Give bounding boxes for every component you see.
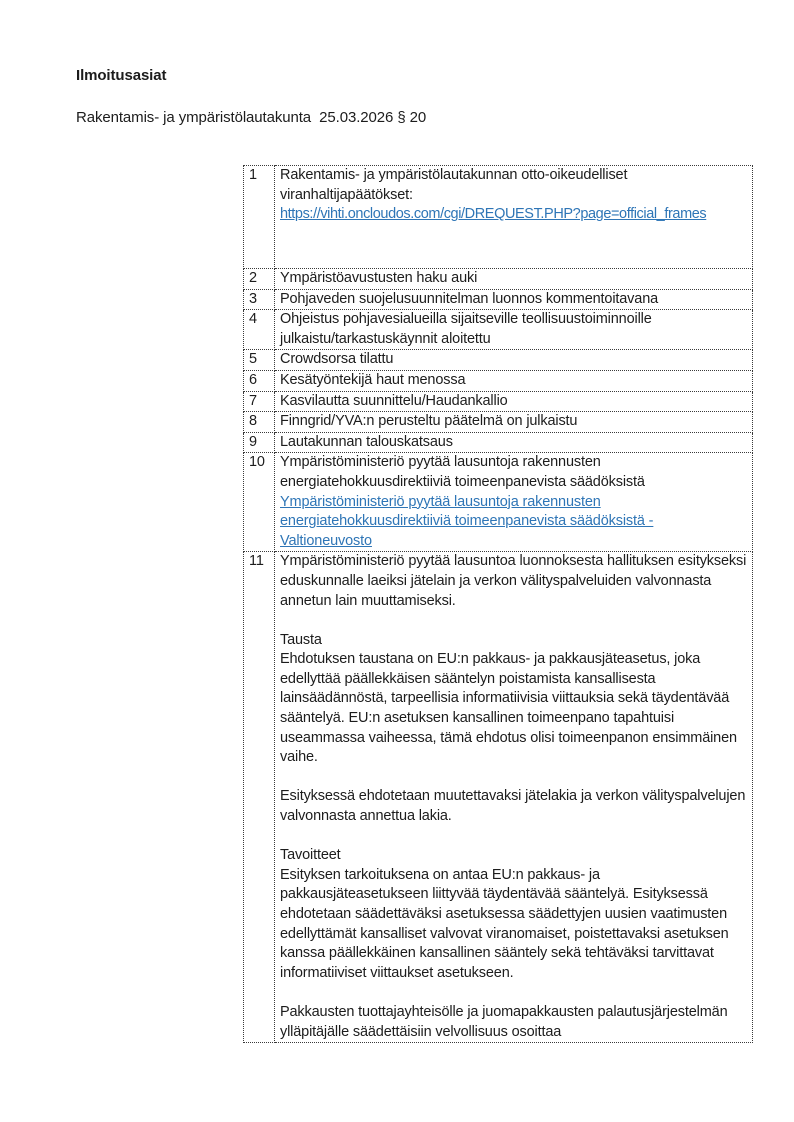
row-number: 7 (244, 391, 275, 412)
paragraph: Esityksen tarkoituksena on antaa EU:n pakkaus- ja pakkausjäteasetukseen liittyvää täydentävää sääntelyä. Esityksessä ehdotetaan säädettäväksi asetuksessa säädettyjen uusien vaatimusten edellyttämät kansalliset valvovat viranomaiset, poistettavaksi asetuksen kanssa päällekkäinen kansallinen sääntely sekä tehtäväksi tarvittavat informatiiviset viittaukset asetukseen. (280, 866, 729, 981)
table-row (244, 391, 753, 412)
row-number: 9 (244, 432, 275, 453)
paragraph: Esityksessä ehdotetaan muutettavaksi jätelakia ja verkon välityspalvelujen valvonnasta annettua lakia. (280, 788, 746, 825)
row-number: 2 (244, 269, 275, 290)
row-number: 3 (244, 289, 275, 310)
table-row (244, 350, 753, 371)
table-row (244, 412, 753, 433)
row-number: 6 (244, 370, 275, 391)
decision-url-link[interactable]: https://vihti.oncloudos.com/cgi/DREQUEST.PHP?page=official_frames (280, 206, 707, 223)
paragraph: Ympäristöministeriö pyytää lausuntoa luonnoksesta hallituksen esitykseksi eduskunnalle laeiksi jätelain ja verkon välityspalveluiden valvonnasta annetun lain muuttamiseksi. (280, 553, 747, 609)
paragraph: Pakkausten tuottajayhteisölle ja juomapakkausten palautusjärjestelmän ylläpitäjälle säädettäisiin velvollisuus osoittaa (280, 1003, 728, 1040)
row-number: 1 (244, 166, 275, 269)
table-row (244, 166, 753, 269)
row-number: 11 (244, 552, 275, 1043)
paragraph: Tausta (280, 631, 322, 648)
paragraph-spacer (280, 768, 748, 788)
row-content-cell (275, 552, 753, 1043)
row-text: Ympäristöavustusten haku auki (275, 269, 753, 290)
row-text: Pohjaveden suojelusuunnitelman luonnos kommentoitavana (275, 289, 753, 310)
row-text: Ohjeistus pohjavesialueilla sijaitseville teollisuustoiminnoille julkaistu/tarkastuskäynnit aloitettu (275, 310, 753, 350)
statement-request-link[interactable]: Ympäristöministeriö pyytää lausuntoja rakennusten energiatehokkuusdirektiiviä toimeenpanevista säädöksistä - Valtioneuvosto (280, 493, 654, 549)
row-text: Crowdsorsa tilattu (275, 350, 753, 371)
row-content-cell (275, 166, 753, 269)
paragraph-spacer (280, 827, 748, 847)
table-row (244, 432, 753, 453)
row-number: 8 (244, 412, 275, 433)
row-number: 4 (244, 310, 275, 350)
row-text: Finngrid/YVA:n perusteltu päätelmä on julkaistu (275, 412, 753, 433)
announcements-table (243, 165, 753, 1043)
page-title: Ilmoitusasiat (76, 67, 167, 84)
row-text: Kesätyöntekijä haut menossa (275, 370, 753, 391)
table-row (244, 269, 753, 290)
paragraph: Tavoitteet (280, 847, 341, 864)
table-row (244, 289, 753, 310)
row-text: Kasvilautta suunnittelu/Haudankallio (275, 391, 753, 412)
paragraph: Ehdotuksen taustana on EU:n pakkaus- ja pakkausjäteasetus, joka edellyttää päällekkäisen sääntelyn poistamista kansallisesta lainsäädännöstä, tarpeellisia informatiivisia viittauksia sekä täydentävää sääntelyä. EU:n asetuksen kansallinen toimeenpano tapahtuisi useammassa vaiheessa, tämä ehdotus olisi toimeenpanon ensimmäinen vaihe. (280, 651, 737, 766)
table-row (244, 552, 753, 1043)
table-row (244, 370, 753, 391)
meeting-info-line: Rakentamis- ja ympäristölautakunta 25.03.2026 § 20 (76, 109, 427, 126)
paragraph-spacer (280, 611, 748, 631)
row-text: Lautakunnan talouskatsaus (275, 432, 753, 453)
row-number: 5 (244, 350, 275, 371)
row-content-cell (275, 453, 753, 552)
table-row (244, 310, 753, 350)
row-text: Rakentamis- ja ympäristölautakunnan otto-oikeudelliset viranhaltijapäätökset: (280, 167, 628, 203)
paragraph-spacer (280, 983, 748, 1003)
row-text: Ympäristöministeriö pyytää lausuntoja rakennusten energiatehokkuusdirektiiviä toimeenpanevista säädöksistä (280, 454, 645, 490)
table-row (244, 453, 753, 552)
row-number: 10 (244, 453, 275, 552)
